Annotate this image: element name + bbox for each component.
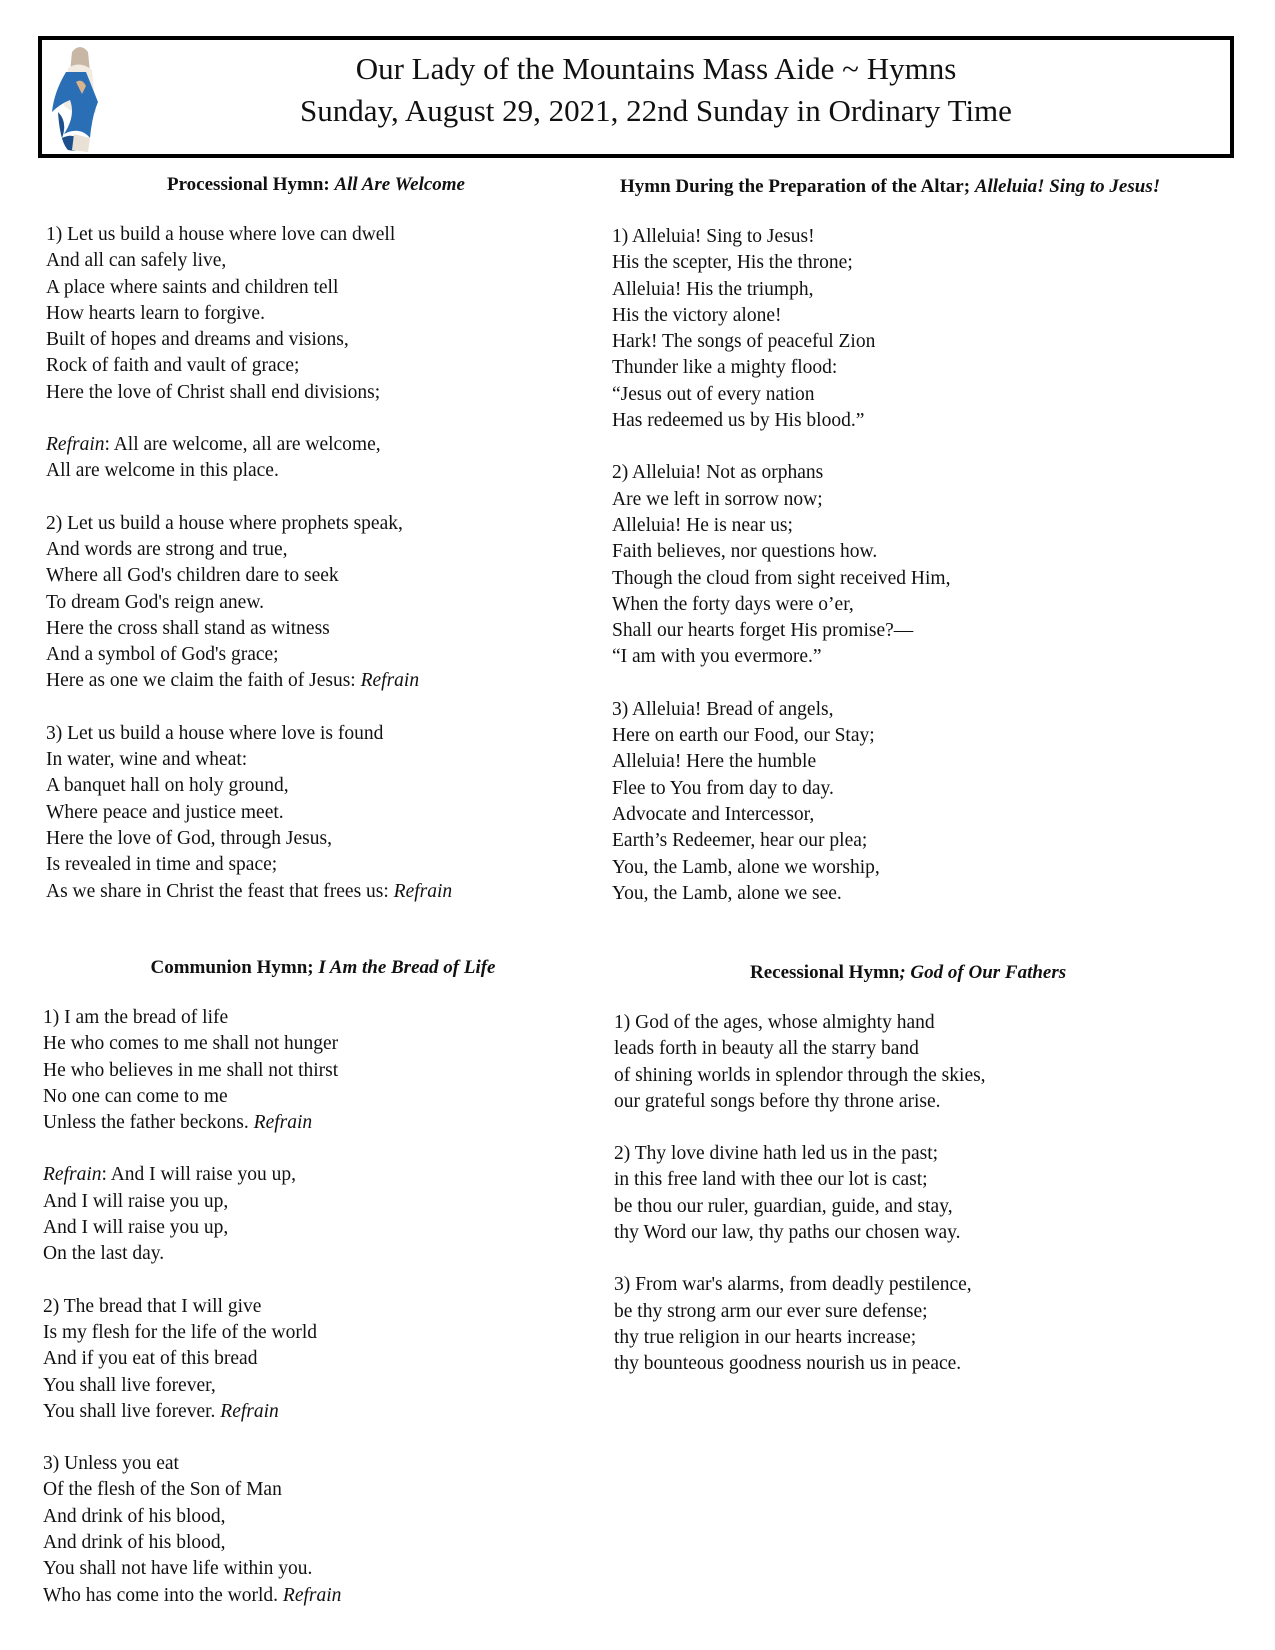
lyric-line: In water, wine and wheat: [46,749,248,771]
lyric-line: You, the Lamb, alone we see. [612,882,842,904]
processional-hymn-heading [46,172,566,198]
lyric-line: leads forth in beauty all the starry band [614,1038,919,1060]
stanza [614,1010,1234,1115]
lyric-line: 2) Thy love divine hath led us in the past; [614,1143,939,1165]
lyric-line: How hearts learn to forgive. [46,302,265,324]
lyrics [614,1010,1234,1378]
lyric-line: “I am with you evermore.” [612,646,822,668]
hymn-title: Alleluia! Sing to Jesus! [974,176,1161,197]
lyric-line: thy true religion in our hearts increase; [614,1326,917,1348]
lyric-line: Has redeemed us by His blood.” [612,410,865,432]
lyric-line: You shall live forever, [43,1374,216,1396]
lyric-line: No one can come to me [43,1085,228,1107]
lyric-line: 3) From war's alarms, from deadly pestilence, [614,1274,972,1296]
lyric-line: our grateful songs before thy throne arise. [614,1090,941,1112]
lyric-line: When the forty days were o’er, [612,593,854,615]
lyric-line: He who believes in me shall not thirst [43,1059,339,1081]
lyrics [46,222,566,905]
stanza [46,721,566,905]
lyric-line: 3) Let us build a house where love is found [46,722,384,744]
lyric-line: Unless the father beckons. Refrain [43,1112,313,1134]
lyric-line: You, the Lamb, alone we worship, [612,856,880,878]
lyric-line: thy bounteous goodness nourish us in peace. [614,1353,962,1375]
lyric-line: Is my flesh for the life of the world [43,1321,318,1343]
lyric-line: Earth’s Redeemer, hear our plea; [612,830,868,852]
lyric-line: And a symbol of God's grace; [46,644,279,666]
lyric-line: Here the love of God, through Jesus, [46,827,332,849]
lyric-line: of shining worlds in splendor through the skies, [614,1064,986,1086]
stanza [612,224,1232,434]
lyric-line: 2) Alleluia! Not as orphans [612,462,824,484]
lyric-line: Advocate and Intercessor, [612,803,815,825]
lyric-line: You shall live forever. Refrain [43,1400,279,1422]
lyric-line: Alleluia! He is near us; [612,514,793,536]
lyric-line: His the victory alone! [612,304,782,326]
lyric-line: 2) The bread that I will give [43,1295,262,1317]
header-subtitle: Sunday, August 29, 2021, 22nd Sunday in Ordinary Time [300,93,1012,128]
stanza [46,432,566,485]
lyric-line: Alleluia! His the triumph, [612,278,814,300]
stanza [43,1162,563,1267]
lyric-line: Built of hopes and dreams and visions, [46,329,349,351]
lyric-line: And if you eat of this bread [43,1348,258,1370]
section-label: Recessional Hymn [750,962,900,983]
lyric-line: 1) Alleluia! Sing to Jesus! [612,226,815,247]
lyric-line: You shall not have life within you. [43,1558,313,1580]
lyric-line: A banquet hall on holy ground, [46,775,289,797]
lyric-line: On the last day. [43,1243,165,1265]
lyric-line: 1) Let us build a house where love can dwell [46,224,396,245]
lyric-line: 1) I am the bread of life [43,1007,229,1028]
communion-hymn-heading [43,955,563,981]
lyric-line: And I will raise you up, [43,1217,229,1239]
lyric-line: Of the flesh of the Son of Man [43,1479,282,1501]
lyric-line: Flee to You from day to day. [612,777,834,799]
lyric-line: Here the cross shall stand as witness [46,617,330,639]
lyric-line: To dream God's reign anew. [46,591,265,613]
stanza [612,460,1232,670]
lyric-line: Here on earth our Food, our Stay; [612,725,875,747]
stanza [43,1005,563,1136]
preparation-hymn-heading [612,174,1232,200]
header-box [38,36,1234,158]
lyric-line: Is revealed in time and space; [46,854,278,876]
lyric-line: All are welcome in this place. [46,460,279,482]
stanza [612,697,1232,907]
lyric-line: His the scepter, His the throne; [612,252,853,274]
lyric-line: Alleluia! Here the humble [612,751,817,773]
lyric-line: Faith believes, nor questions how. [612,541,878,563]
stanza [43,1294,563,1425]
communion-hymn-section [43,955,563,1609]
lyric-line: 3) Alleluia! Bread of angels, [612,698,834,720]
lyric-line: Here the love of Christ shall end divisions; [46,381,381,403]
lyric-line: And I will raise you up, [43,1190,229,1212]
hymn-title: I Am the Bread of Life [318,957,496,978]
lyric-line: Shall our hearts forget His promise?— [612,620,914,642]
lyric-line: in this free land with thee our lot is cast; [614,1169,928,1191]
stanza [614,1141,1234,1246]
recessional-hymn-section [614,960,1234,1378]
lyric-line: Where all God's children dare to seek [46,565,339,587]
stanza [43,1451,563,1609]
header-title: Our Lady of the Mountains Mass Aide ~ Hymns [355,51,957,86]
stanza [614,1272,1234,1377]
recessional-hymn-heading [614,960,1234,986]
processional-hymn-section [46,172,566,905]
hymn-title: All Are Welcome [334,174,465,195]
lyric-line: Refrain: And I will raise you up, [43,1164,296,1186]
lyric-line: Hark! The songs of peaceful Zion [612,331,876,353]
lyric-line: Though the cloud from sight received Him, [612,567,951,589]
section-label: Processional Hymn: [166,174,335,195]
hymn-title: ; God of Our Fathers [899,962,1067,983]
lyric-line: And drink of his blood, [43,1532,226,1554]
lyric-line: Are we left in sorrow now; [612,488,823,510]
section-label: Communion Hymn; [150,957,319,978]
stanza [46,222,566,406]
stanza [46,511,566,695]
section-label: Hymn During the Preparation of the Altar; [620,176,975,197]
lyric-line: be thy strong arm our ever sure defense; [614,1300,928,1322]
lyric-line: As we share in Christ the feast that frees us: Refrain [46,880,453,902]
lyric-line: thy Word our law, thy paths our chosen way. [614,1222,961,1244]
lyric-line: 1) God of the ages, whose almighty hand [614,1012,935,1033]
lyric-line: Refrain: All are welcome, all are welcome, [46,434,381,456]
lyric-line: 3) Unless you eat [43,1453,179,1475]
lyric-line: Thunder like a mighty flood: [612,357,838,379]
lyric-line: And words are strong and true, [46,538,288,560]
lyric-line: And drink of his blood, [43,1505,226,1527]
lyric-line: Who has come into the world. Refrain [43,1584,342,1606]
lyric-line: And all can safely live, [46,250,227,272]
lyric-line: “Jesus out of every nation [612,383,815,405]
lyrics [612,224,1232,907]
lyrics [43,1005,563,1609]
lyric-line: A place where saints and children tell [46,276,339,298]
lyric-line: Where peace and justice meet. [46,801,284,823]
lyric-line: Rock of faith and vault of grace; [46,355,300,377]
lyric-line: He who comes to me shall not hunger [43,1033,339,1055]
lyric-line: be thou our ruler, guardian, guide, and stay, [614,1195,953,1217]
lyric-line: 2) Let us build a house where prophets speak, [46,512,403,534]
preparation-hymn-section [612,174,1232,907]
lyric-line: Here as one we claim the faith of Jesus: Refrain [46,670,420,692]
